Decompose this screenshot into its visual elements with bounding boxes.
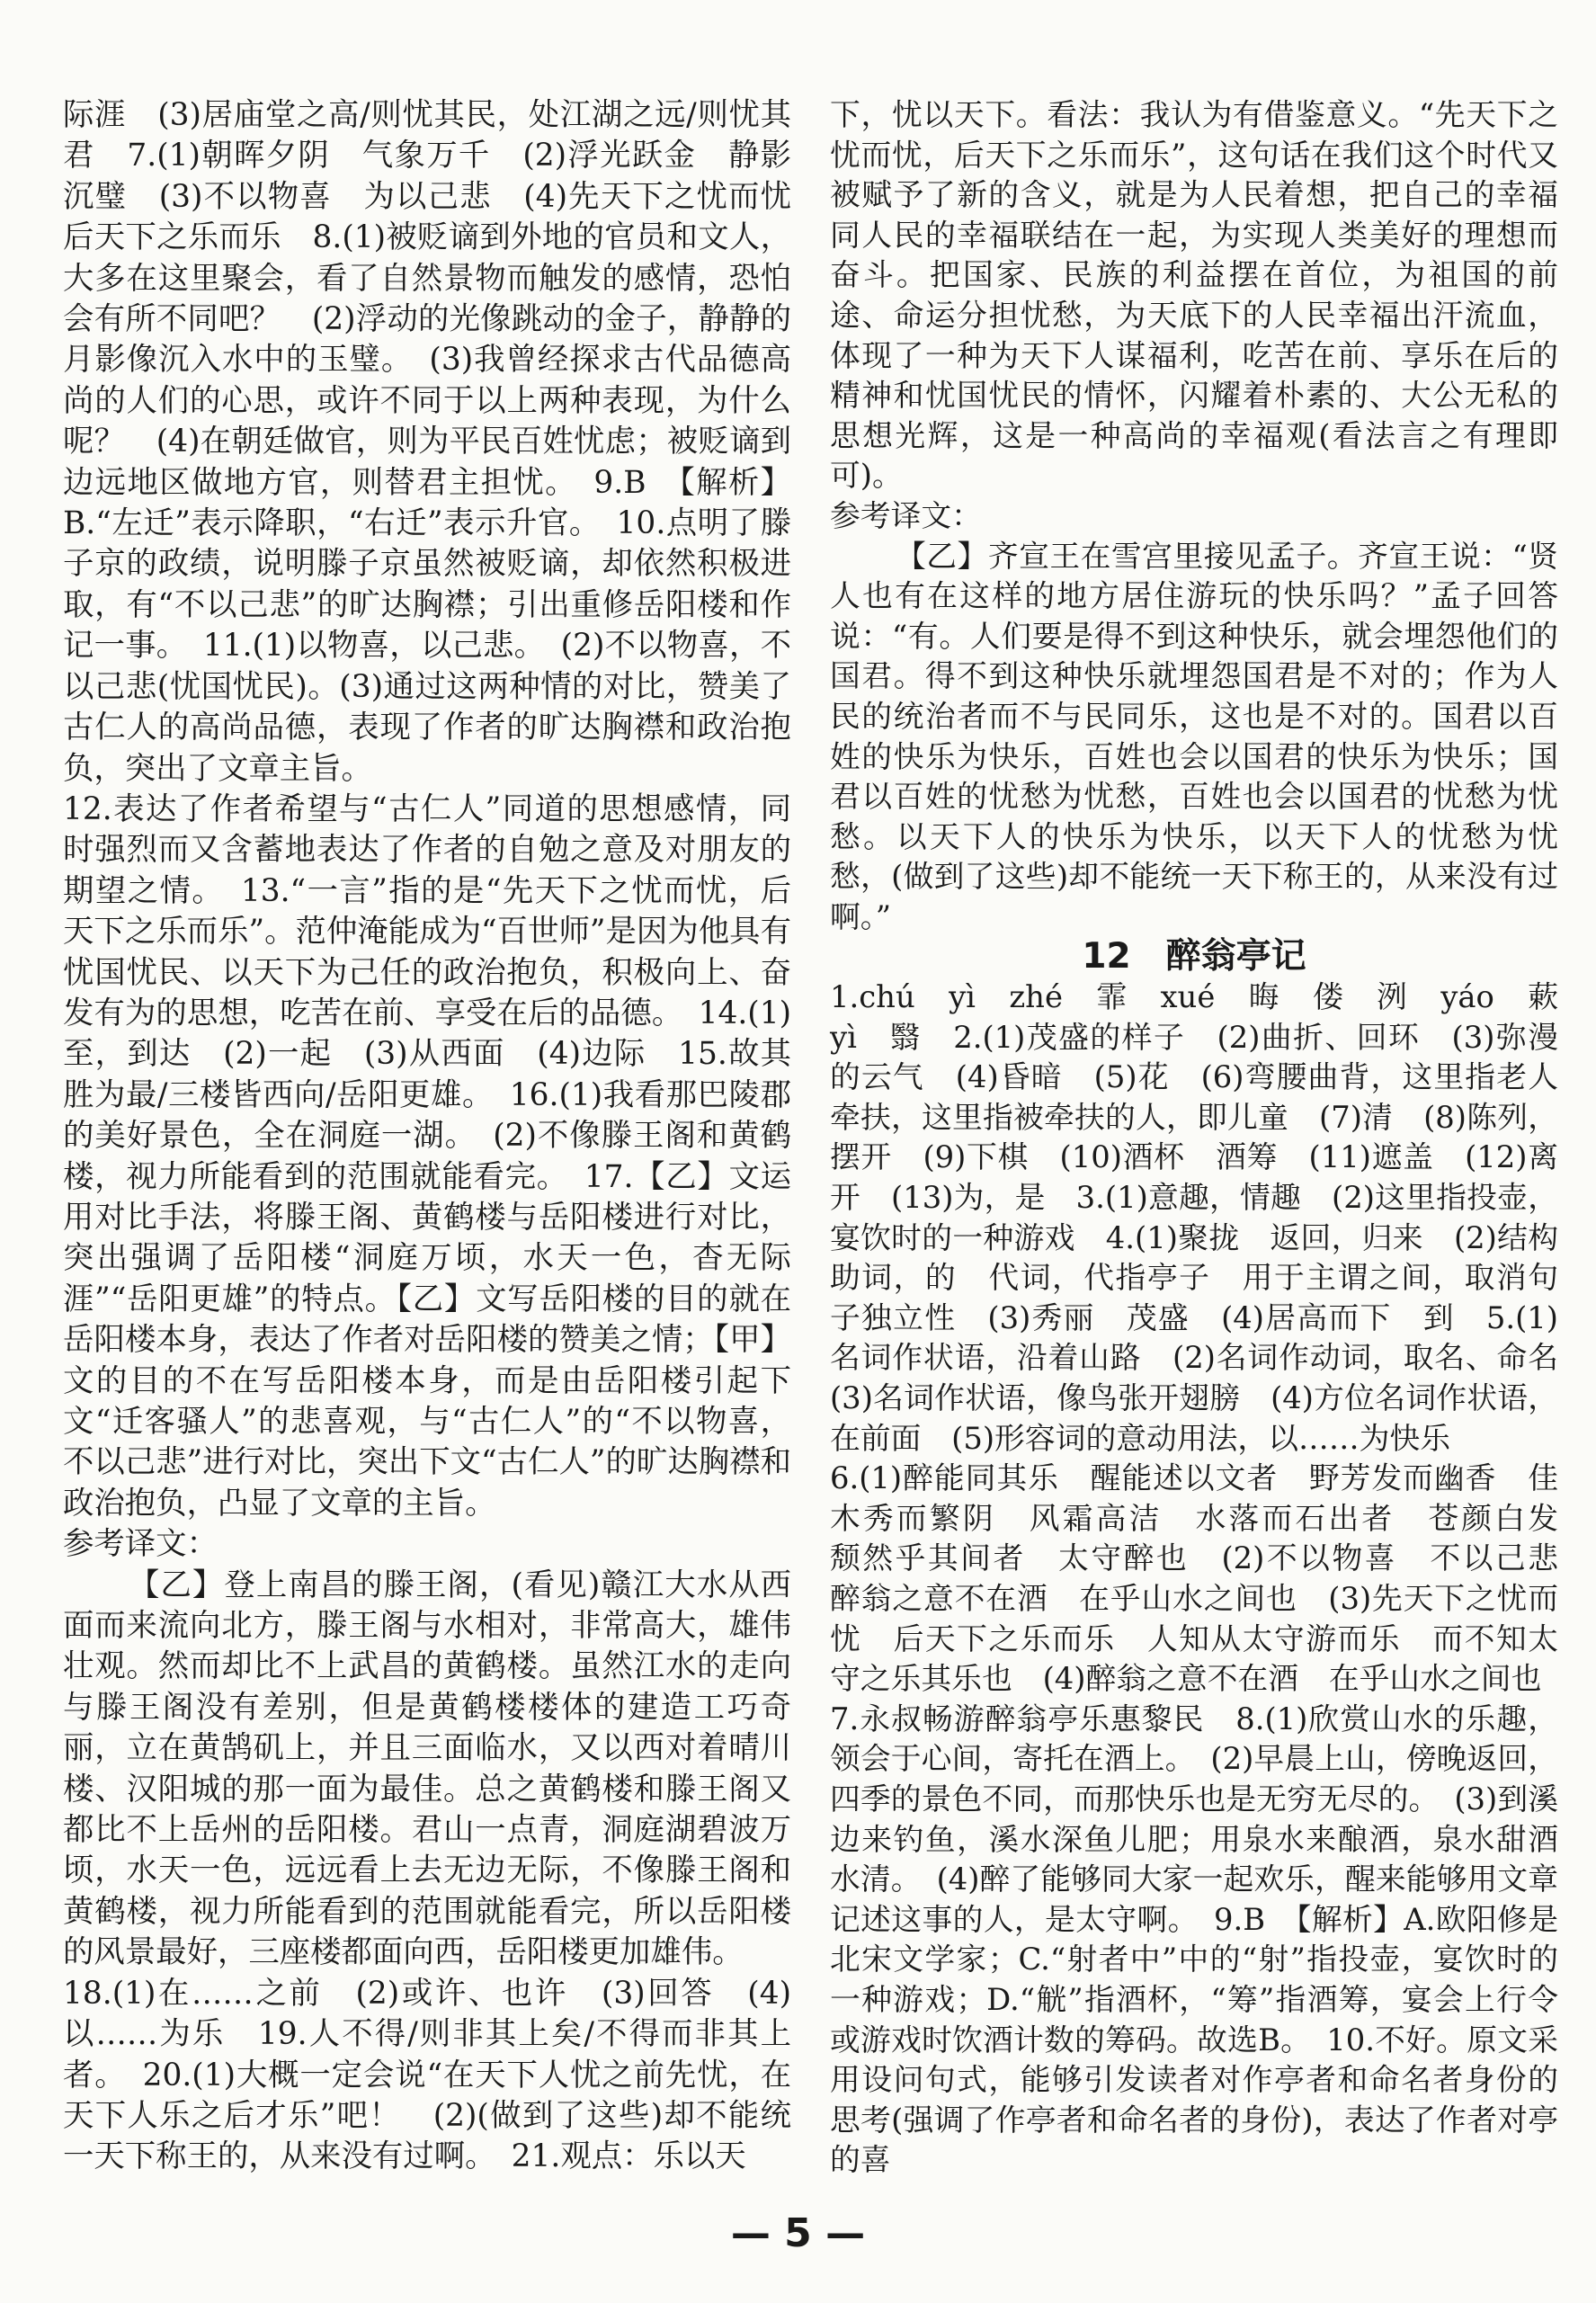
- left-para-3: 【乙】登上南昌的滕王阁，(看见)赣江大水从西面而来流向北方，滕王阁与水相对，非常高大，雄伟壮观。然而却比不上武昌的黄鹤楼。虽然江水的走向与滕王阁没有差别，但是黄鹤楼楼体的建造工巧奇丽，立在黄鹄矶上，并且三面临水，又以西对着晴川楼、汉阳城的那一面为最佳。总之黄鹤楼和滕王阁又都比不上岳州的岳阳楼。君山一点青，洞庭湖碧波万顷，水天一色，远远看上去无边无际，不像滕王阁和黄鹤楼，视力所能看到的范围就能看完，所以岳阳楼的风景最好，三座楼都面向西，岳阳楼更加雄伟。: [63, 1567, 791, 1971]
- right-para-5: 6.(1)醉能同其乐 醒能述以文者 野芳发而幽香 佳木秀而繁阴 风霜高洁 水落而石出者 苍颜白发 颓然乎其间者 太守醉也 (2)不以物喜 不以己悲 醉翁之意不在酒 在乎山水之间也 (3)先天下之忧而忧 后天下之乐而乐 人知从太守游而乐 而不知太守之乐其乐也 (4)醉翁之意不在酒 在乎山水之间也: [830, 1460, 1589, 1697]
- left-para-0: 际涯 (3)居庙堂之高/则忧其民，处江湖之远/则忧其君 7.(1)朝晖夕阴 气象万千 (2)浮光跃金 静影沉璧 (3)不以物喜 为以己悲 (4)先天下之忧而忧 后天下之乐而乐 8.(1)被贬谪到外地的官员和文人，大多在这里聚会，看了自然景物而触发的感情，恐怕会有所不同吧？ (2)浮动的光像跳动的金子，静静的月影像沉入水中的玉璧。 (3)我曾经探求古代品德高尚的人们的心思，或许不同于以上两种表现，为什么呢？ (4)在朝廷做官，则为平民百姓忧虑；被贬谪到边远地区做地方官，则替君主担忧。 9.B 【解析】B.“左迁”表示降职，“右迁”表示升官。 10.点明了滕子京的政绩，说明滕子京虽然被贬谪，却依然积极进取，有“不以己悲”的旷达胸襟；引出重修岳阳楼和作记一事。 11.(1)以物喜，以己悲。 (2)不以物喜，不以己悲(忧国忧民)。(3)通过这两种情的对比，赞美了古仁人的高尚品德，表现了作者的旷达胸襟和政治抱负，突出了文章主旨。: [63, 97, 823, 787]
- right-para-6: 7.永叔畅游醉翁亭乐惠黎民 8.(1)欣赏山水的乐趣，领会于心间，寄托在酒上。 (2)早晨上山，傍晚返回，四季的景色不同，而那快乐也是无穷无尽的。 (3)到溪边来钓鱼，溪水深鱼儿肥；用泉水来酿酒，泉水甜酒水清。 (4)醉了能够同大家一起欢乐，醒来能够用文章记述这事的人，是太守啊。 9.B 【解析】A.欧阳修是北宋文学家；C.“射者中”中的“射”指投壶，宴饮时的一种游戏；D.“觥”指酒杯，“筹”指酒筹，宴会上行令或游戏时饮酒计数的筹码。故选B。 10.不好。原文采用设问句式，能够引发读者对作亭者和命名者身份的思考(强调了作亭者和命名者的身份)，表达了作者对亭的喜: [830, 1700, 1558, 2178]
- right-para-0: 下，忧以天下。看法：我认为有借鉴意义。“先天下之忧而忧，后天下之乐而乐”，这句话在我们这个时代又被赋予了新的含义，就是为人民着想，把自己的幸福同人民的幸福联结在一起，为实现人类美好的理想而奋斗。把国家、民族的利益摆在首位，为祖国的前途、命运分担忧愁，为天底下的人民幸福出汗流血，体现了一种为天下人谋福利，吃苦在前、享乐在后的精神和忧国忧民的情怀，闪耀着朴素的、大公无私的思想光辉，这是一种高尚的幸福观(看法言之有理即可)。: [830, 97, 1558, 494]
- section-title: 12 醉翁亭记: [1082, 936, 1306, 977]
- right-para-1: 参考译文：: [830, 497, 982, 533]
- left-para-1: 12.表达了作者希望与“古仁人”同道的思想感情，同时强烈而又含蓄地表达了作者的自勉之意及对朋友的期望之情。 13.“一言”指的是“先天下之忧而忧，后天下之乐而乐”。范仲淹能成为“百世师”是因为他具有忧国忧民、以天下为己任的政治抱负，积极向上、奋发有为的思想，吃苦在前、享受在后的品德。 14.(1)至，到达 (2)一起 (3)从西面 (4)边际 15.故其胜为最/三楼皆西向/岳阳更雄。 16.(1)我看那巴陵郡的美好景色，全在洞庭一湖。 (2)不像滕王阁和黄鹤楼，视力所能看到的范围就能看完。 17.【乙】文运用对比手法，将滕王阁、黄鹤楼与岳阳楼进行对比，突出强调了岳阳楼“洞庭万顷，水天一色，杳无际涯”“岳阳更雄”的特点。【乙】文写岳阳楼的目的就在岳阳楼本身，表达了作者对岳阳楼的赞美之情；【甲】文的目的不在写岳阳楼本身，而是由岳阳楼引起下文“迁客骚人”的悲喜观，与“古仁人”的“不以物喜，不以己悲”进行对比，突出下文“古仁人”的旷达胸襟和政治抱负，凸显了文章的主旨。: [63, 790, 791, 1522]
- left-para-4: 18.(1)在……之前 (2)或许、也许 (3)回答 (4)以……为乐 19.人不得/则非其上矣/不得而非其上者。 20.(1)大概一定会说“在天下人忧之前先忧，在天下人乐之后才乐”吧！ (2)(做到了这些)却不能统一天下称王的，从来没有过啊。 21.观点：乐以天: [63, 1975, 791, 2175]
- page-number: — 5 —: [730, 2210, 866, 2256]
- right-column: [830, 95, 1589, 2181]
- left-para-2: 参考译文：: [63, 1526, 218, 1563]
- right-para-4: 1.chú yì zhé 霏 xué 晦 偻 洌 yáo 蔌 yì 翳 2.(1)茂盛的样子 (2)曲折、回环 (3)弥漫的云气 (4)昏暗 (5)花 (6)弯腰曲背，这里指老人 牵扶，这里指被牵扶的人，即儿童 (7)清 (8)陈列，摆开 (9)下棋 (10)酒杯 酒筹 (11)遮盖 (12)离开 (13)为，是 3.(1)意趣，情趣 (2)这里指投壶，宴饮时的一种游戏 4.(1)聚拢 返回，归来 (2)结构助词，的 代词，代指亭子 用于主谓之间，取消句子独立性 (3)秀丽 茂盛 (4)居高而下 到 5.(1)名词作状语，沿着山路 (2)名词作动词，取名、命名 (3)名词作状语，像鸟张开翅膀 (4)方位名词作状语，在前面 (5)形容词的意动用法，以……为快乐: [830, 979, 1589, 1456]
- right-para-2: 【乙】齐宣王在雪宫里接见孟子。齐宣王说：“贤人也有在这样的地方居住游玩的快乐吗？”孟子回答说：“有。人们要是得不到这种快乐，就会埋怨他们的国君。得不到这种快乐就埋怨国君是不对的；作为人民的统治者而不与民同乐，这也是不对的。国君以百姓的快乐为快乐，百姓也会以国君的快乐为快乐；国君以百姓的忧愁为忧愁，百姓也会以国君的忧愁为忧愁。以天下人的快乐为快乐，以天下人的忧愁为忧愁，(做到了这些)却不能统一天下称王的，从来没有过啊。”: [830, 538, 1558, 934]
- left-column: [63, 95, 823, 2178]
